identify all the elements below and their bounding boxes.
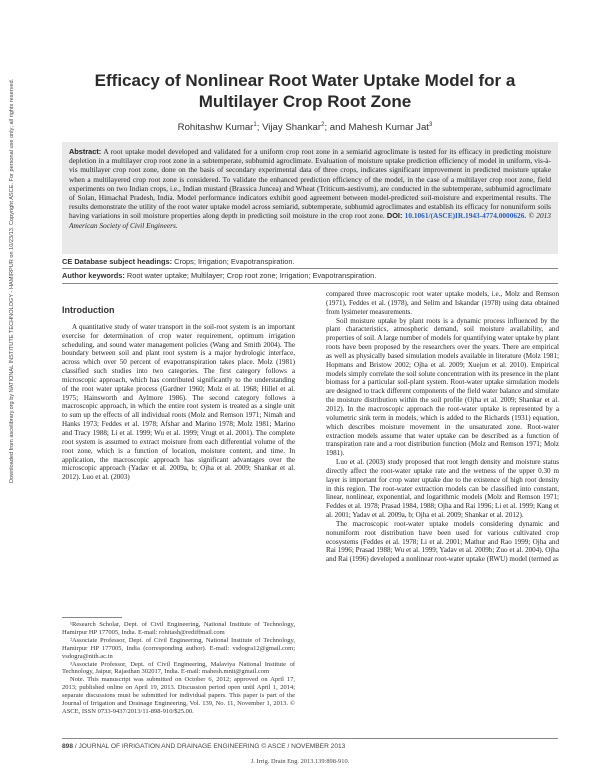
footnote: ³Associate Professor, Dept. of Civil Engineering, Malaviya National Institute of Technology, Jaipur, Rajasthan 302017, India. E-mail: mahesh.mnit@gmail.com xyxy=(62,660,295,676)
paragraph: compared three macroscopic root water uptake models, i.e., Molz and Remson (1971), Feddes et al. (1978), and Selim and Iskandar (1978) using data obtained from lysimeter measurements. xyxy=(326,290,559,316)
paper-title: Efficacy of Nonlinear Root Water Uptake Model for a Multilayer Crop Root Zone xyxy=(94,71,516,111)
author-mark: 3 xyxy=(428,122,433,128)
keywords-value: Root water uptake; Multilayer; Crop root zone; Irrigation; Evapotranspiration. xyxy=(126,271,377,280)
author-name: Mahesh Kumar Jat xyxy=(348,122,429,134)
abstract-label: Abstract: xyxy=(69,147,102,156)
author-mark: 1 xyxy=(253,122,257,128)
footnotes xyxy=(62,617,295,716)
author-name: Rohitashw Kumar xyxy=(177,122,254,134)
copyright-notice: © 2013 American Society of Civil Engineers. xyxy=(69,211,551,230)
subject-headings-value: Crops; Irrigation; Evapotranspiration. xyxy=(174,257,295,266)
author-name: Vijay Shankar xyxy=(262,122,322,134)
doi-link[interactable]: 10.1061/(ASCE)IR.1943-4774.0000626. xyxy=(404,211,527,221)
author-separator: ; and xyxy=(324,122,349,134)
author-keywords xyxy=(62,271,558,280)
download-note: Downloaded from ascelibrary.org by NATIONAL INSTITUTE TECHNOLOGY - HAMIRPUR on 10/23/13. Copyright ASCE. For personal use only; all rights reserved. xyxy=(9,78,15,483)
divider xyxy=(62,283,558,284)
journal-line: / JOURNAL OF IRRIGATION AND DRAINAGE ENGINEERING © ASCE / NOVEMBER 2013 xyxy=(73,743,346,750)
footnote: ¹Research Scholar, Dept. of Civil Engineering, National Institute of Technology, Hamirpur HP 177005, India. E-mail: rohitash@rediffmail.com xyxy=(62,621,295,636)
right-column xyxy=(326,290,559,564)
footnote-rule xyxy=(62,617,122,618)
left-column xyxy=(62,306,295,482)
paragraph: Luo et al. (2003) study proposed that root length density and moisture status directly affect the root-water uptake rate and the wetness of the upper 0.30 m layer is important for crop water uptake due to the existence of high root density in this region. The root-water extraction models can be classified into constant, linear, nonlinear, exponential, and logarithmic models (Molz and Remson 1971; Feddes et al. 1978; Prasad 1984, 1988; Ojha and Rai 1996; Li et al. 1999; Kang et al. 2001; Yadav et al. 2009a, b; Ojha et al. 2009; Shankar et al. 2012). xyxy=(326,458,559,520)
doi-label: DOI: xyxy=(386,211,403,221)
keywords-label: Author keywords: xyxy=(62,271,125,280)
footnote: ²Associate Professor, Dept. of Civil Engineering, National Institute of Technology, Hamirpur HP 177005, India (corresponding author). E-mail: vsdogra12@gmail.com; vsdogra@nith.ac.in xyxy=(62,636,295,660)
abstract-text: A root uptake model developed and validated for a uniform crop root zone in a semiarid agroclimate is tested for its efficacy in predicting moisture depletion in a multilayer crop root zone in a subtemperate, subhumid agroclimate. Evaluation of moisture uptake prediction efficiency of model in uniform, vis-à-vis multilayer crop root zone, done on the basis of secondary experimental data of three crops, indicates significant improvement in predicted moisture uptake when a multilayered crop root zone is considered. To validate the enhanced prediction efficiency of the model, in the case of a multilayer crop root zone, field experiments on two Indian crops, i.e., Indian mustard (Brassica Juncea) and Wheat (Triticum-aestivum), are conducted in the subtemperate, subhumid agroclimate of Solan, Himachal Pradesh, India. Model performance indicators exhibit good agreement between model-predicted soil-moisture and experimental results. The results demonstrate the utility of the root water uptake model across semiarid, subtemperate, subhumid agroclimates and establish its efficacy for nonuniform soils having variations in soil moisture properties along depth in predicting soil moisture in the crop root zone. xyxy=(69,147,551,221)
citation-line: J. Irrig. Drain Eng. 2013.139:898-910. xyxy=(250,758,350,765)
author-list xyxy=(60,122,550,133)
divider xyxy=(62,268,558,269)
footnote: Note. This manuscript was submitted on October 6, 2012; approved on April 17, 2013; published online on April 19, 2013. Discussion period open until April 1, 2014; separate discussions must be submitted for individual papers. This paper is part of the Journal of Irrigation and Drainage Engineering, Vol. 139, No. 11, November 1, 2013. © ASCE, ISSN 0733-9437/2013/11-898-910/$25.00. xyxy=(62,676,295,715)
paragraph: Soil moisture uptake by plant roots is a dynamic process influenced by the plant characteristics, atmospheric demand, soil moisture availability, and properties of soil. A large number of models for quantifying water uptake by plant roots have been proposed by the researchers over the years. There are empirical as well as physically based simulation models available in literature (Molz 1981; Hopmans and Bristow 2002; Ojha et al. 2009; Xuejun et al. 2010). Empirical models simply correlate the soil solute concentration with its presence in the plant biomass for a particular soil-plant system. Root-water uptake simulation models are designed to track different components of the field water balance and simulate the moisture distribution within the soil profile (Ojha et al. 2009; Shankar et al. 2012). In the macroscopic approach the root-water uptake is represented by a volumetric sink term in models, which is added to the Richards (1931) equation, which describes moisture movement in the unsaturated zone. Root-water extraction models assume that water uptake can be described as a function of transpiration rate and a root distribution function (Molz and Remson 1971; Molz 1981). xyxy=(326,316,559,458)
section-heading-introduction: Introduction xyxy=(62,305,115,315)
author-mark: 2 xyxy=(321,122,325,128)
subject-headings-label: CE Database subject headings: xyxy=(62,257,173,266)
page-footer xyxy=(62,738,558,750)
subject-headings xyxy=(62,257,558,266)
paragraph: The macroscopic root-water uptake models considering dynamic and nonuniform root distribution have been used for various cultivated crop ecosystems (Feddes et al. 1978; Li et al. 2001; Mathur and Rao 1999; Ojha and Rai 1996; Prasad 1988; Wu et al. 1999; Yadav et al. 2009b; Zuo et al. 2004). Ojha and Rai (1996) developed a nonlinear root-water uptake (RWU) model (termed as xyxy=(326,519,559,564)
page-number: 898 xyxy=(62,743,74,750)
paragraph: A quantitative study of water transport in the soil-root system is an important exercise for determination of crop water requirement, optimum irrigation scheduling, and sound water management policies (Wang and Smith 2004). The boundary between soil and plant root system is a major hydrologic interface, across which over 50 percent of evapotranspiration takes place. Molz (1981) classified such studies into two categories. The first category follows a microscopic approach, which has contributed significantly to the understanding of the root water uptake process (Gardner 1960; Molz et al. 1968; Hillel et al. 1975; Hainsworth and Aylmore 1986). The second category follows a macroscopic approach, in which the entire root system is treated as a single unit to sum up the effects of all individual roots (Molz and Remson 1971; Nimah and Hanks 1973; Feddes et al. 1978; Afshar and Marino 1978; Molz 1981; Marino and Tracy 1988; Li et al. 1999; Wu et al. 1999; Vrugt et al. 2001). The complete root system is assumed to extract moisture from each differential volume of the root zone, which is a function of location, moisture content, and time. In application, the macroscopic approach has significant advantages over the microscopic approach (Yadav et al. 2009a, b; Ojha et al. 2009; Shankar et al. 2012). Luo et al. (2003) xyxy=(62,322,295,482)
abstract xyxy=(62,142,558,254)
author-separator: ; xyxy=(256,122,263,134)
